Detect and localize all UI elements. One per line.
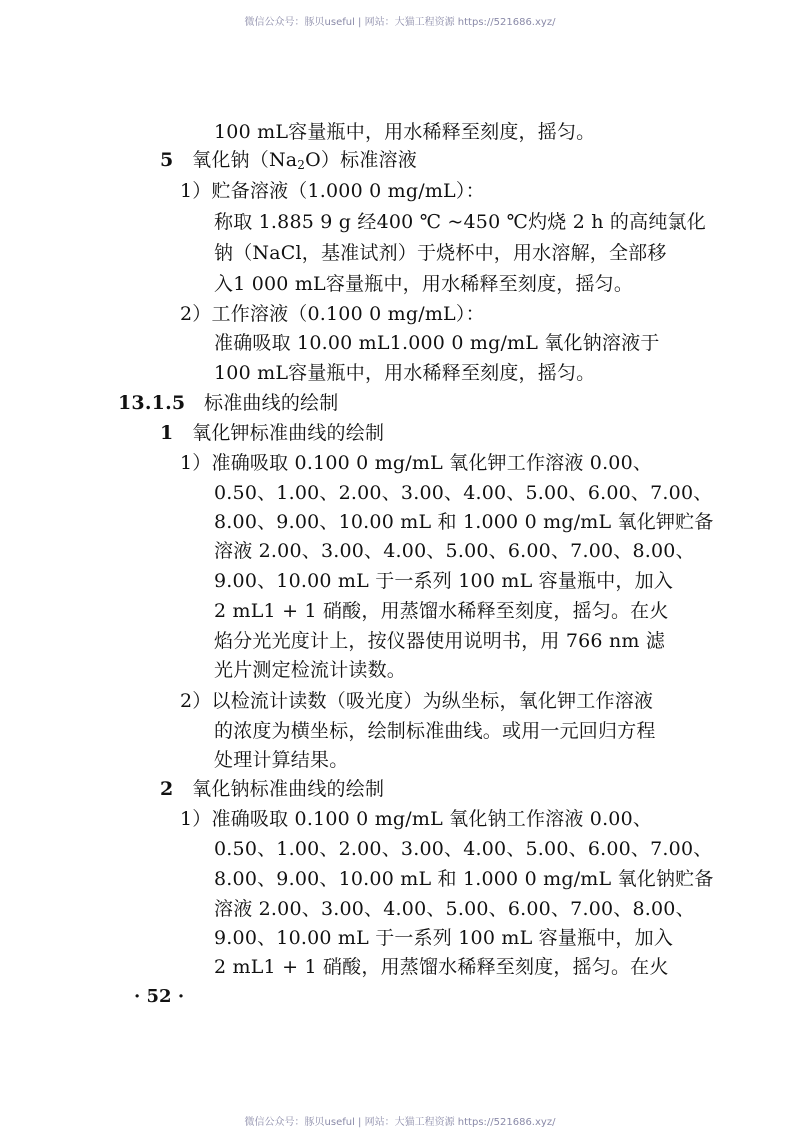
text-line: 1）准确吸取 0.100 0 mg/mL 氧化钾工作溶液 0.00、 — [180, 452, 653, 474]
text-line: 1）准确吸取 0.100 0 mg/mL 氧化钠工作溶液 0.00、 — [180, 808, 653, 830]
text-line: 2）以检流计读数（吸光度）为纵坐标，氧化钾工作溶液 — [180, 690, 654, 712]
subheading-number: 1 — [160, 422, 174, 444]
text-line: 的浓度为横坐标，绘制标准曲线。或用一元回归方程 — [214, 720, 656, 742]
page-number: · 52 · — [134, 986, 185, 1007]
text-line: 100 mL容量瓶中，用水稀释至刻度，摇匀。 — [214, 362, 596, 384]
subheading-1 — [160, 424, 384, 443]
subheading-title: 氧化钠标准曲线的绘制 — [192, 778, 385, 800]
text-line: 准确吸取 10.00 mL1.000 0 mg/mL 氧化钠溶液于 — [214, 332, 660, 354]
subheading-2 — [160, 780, 384, 799]
text-line: 2 mL1 + 1 硝酸，用蒸馏水稀释至刻度，摇匀。在火 — [214, 600, 669, 622]
heading-number: 5 — [160, 149, 174, 171]
heading-subscript: 2 — [297, 158, 306, 172]
watermark-bottom: 微信公众号：豚贝useful | 网站：大猫工程资源 https://521686.xyz/ — [244, 1117, 556, 1128]
text-line: 1）贮备溶液（1.000 0 mg/mL）： — [180, 180, 485, 202]
text-line: 2）工作溶液（0.100 0 mg/mL）： — [180, 303, 485, 325]
text-line: 8.00、9.00、10.00 mL 和 1.000 0 mg/mL 氧化钠贮备 — [214, 868, 714, 890]
subheading-title: 氧化钾标准曲线的绘制 — [192, 422, 385, 444]
text-line: 2 mL1 + 1 硝酸，用蒸馏水稀释至刻度，摇匀。在火 — [214, 956, 669, 978]
heading-text-post: O）标准溶液 — [305, 149, 417, 171]
text-line: 处理计算结果。 — [214, 749, 349, 771]
watermark-top: 微信公众号：豚贝useful | 网站：大猫工程资源 https://521686.xyz/ — [244, 17, 556, 28]
text-line: 9.00、10.00 mL 于一系列 100 mL 容量瓶中，加入 — [214, 570, 674, 592]
text-line: 8.00、9.00、10.00 mL 和 1.000 0 mg/mL 氧化钾贮备 — [214, 511, 714, 533]
text-line: 9.00、10.00 mL 于一系列 100 mL 容量瓶中，加入 — [214, 927, 674, 949]
section-number: 13.1.5 — [118, 392, 186, 414]
text-line: 入1 000 mL容量瓶中，用水稀释至刻度，摇匀。 — [214, 273, 634, 295]
text-line: 称取 1.885 9 g 经400 ℃ ~450 ℃灼烧 2 h 的高纯氯化 — [214, 211, 706, 233]
heading-5 — [160, 151, 417, 171]
text-line: 0.50、1.00、2.00、3.00、4.00、5.00、6.00、7.00、 — [214, 838, 713, 860]
subheading-number: 2 — [160, 778, 174, 800]
section-title: 标准曲线的绘制 — [204, 392, 339, 414]
text-line: 光片测定检流计读数。 — [214, 659, 407, 681]
text-line: 钠（NaCl，基准试剂）于烧杯中，用水溶解，全部移 — [214, 242, 667, 264]
text-line: 溶液 2.00、3.00、4.00、5.00、6.00、7.00、8.00、 — [214, 540, 695, 562]
text-line: 0.50、1.00、2.00、3.00、4.00、5.00、6.00、7.00、 — [214, 482, 713, 504]
text-line: 焰分光光度计上，按仪器使用说明书，用 766 nm 滤 — [214, 630, 666, 652]
heading-text-pre: 氧化钠（Na — [192, 149, 298, 171]
section-heading-13-1-5 — [118, 394, 338, 413]
text-line: 溶液 2.00、3.00、4.00、5.00、6.00、7.00、8.00、 — [214, 898, 695, 920]
text-line: 100 mL容量瓶中，用水稀释至刻度，摇匀。 — [214, 121, 596, 143]
